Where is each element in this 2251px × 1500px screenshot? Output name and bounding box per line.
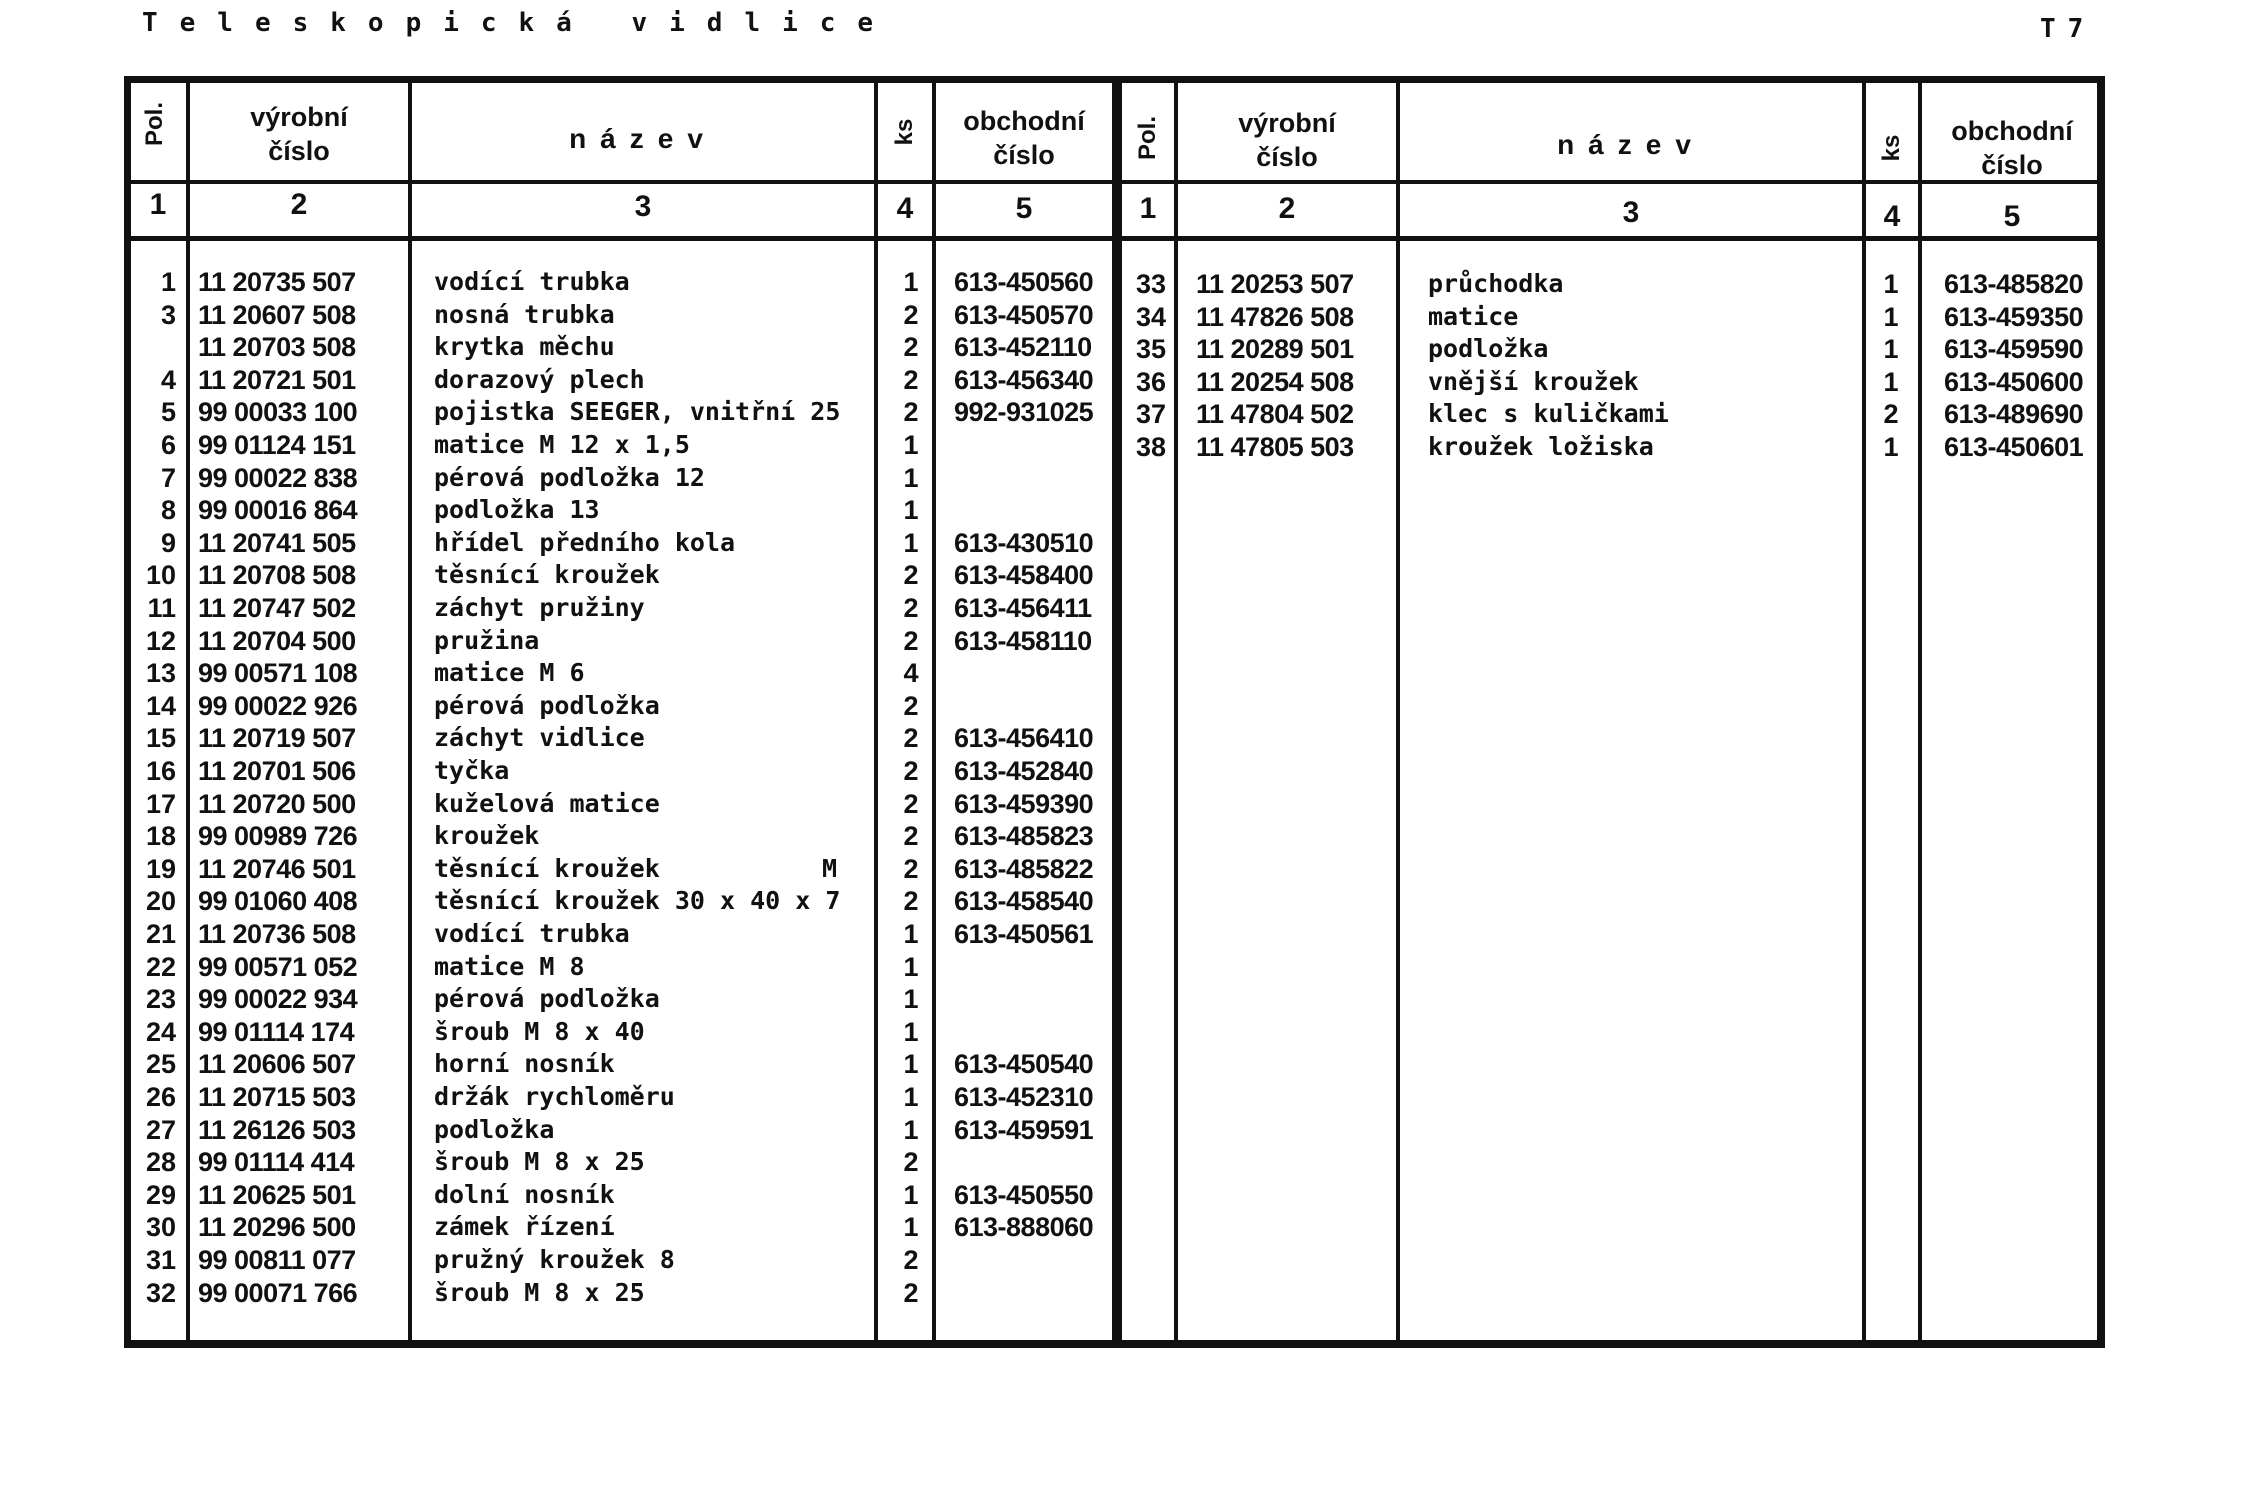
item-name: držák rychloměru <box>434 1082 675 1111</box>
item-part-number: 11 20606 507 <box>198 1049 356 1080</box>
item-name: dolní nosník <box>434 1179 615 1209</box>
item-position: 35 <box>1135 334 1166 365</box>
item-trade-number: 613-450601 <box>1944 432 2084 462</box>
item-name: kuželová matice <box>434 788 660 818</box>
item-position: 11 <box>147 593 176 623</box>
header-part-no-line1: výrobní <box>250 102 348 132</box>
item-name: vodící trubka <box>434 267 630 296</box>
item-part-number: 11 20625 501 <box>198 1179 356 1210</box>
item-position: 25 <box>145 1049 176 1080</box>
item-note: M <box>822 853 838 883</box>
item-quantity: 2 <box>903 853 919 884</box>
item-name: kroužek ložiska <box>1428 432 1654 461</box>
item-trade-number: 613-456340 <box>954 364 1094 395</box>
item-quantity: 1 <box>903 430 919 460</box>
item-name: pružný kroužek 8 <box>434 1245 675 1274</box>
item-position: 18 <box>145 821 176 852</box>
item-quantity: 1 <box>903 1082 919 1112</box>
item-quantity: 1 <box>1883 366 1899 397</box>
item-part-number: 11 20715 503 <box>198 1082 356 1112</box>
item-quantity: 1 <box>903 919 919 949</box>
colnum-4-left: 4 <box>896 192 914 225</box>
divider <box>932 80 936 1348</box>
item-position: 33 <box>1135 269 1166 299</box>
item-position: 24 <box>145 1016 176 1047</box>
colnum-3-right: 3 <box>1622 196 1640 229</box>
header-part-no-right <box>1178 106 1396 174</box>
item-position: 13 <box>145 658 176 689</box>
item-quantity: 1 <box>1883 269 1899 299</box>
item-name: matice <box>1428 301 1519 331</box>
item-part-number: 11 20701 506 <box>198 756 356 786</box>
item-quantity: 1 <box>903 1212 919 1243</box>
item-trade-number: 613-888060 <box>954 1212 1094 1243</box>
item-part-number: 11 20289 501 <box>1196 334 1354 365</box>
item-name: pérová podložka <box>434 690 660 720</box>
item-name: matice M 12 x 1,5 <box>434 430 690 459</box>
item-part-number: 11 20747 502 <box>198 593 356 623</box>
item-name: těsnící kroužek <box>434 853 660 883</box>
item-quantity: 1 <box>903 1179 919 1210</box>
divider <box>186 80 190 1348</box>
item-position: 4 <box>160 364 176 395</box>
item-quantity: 2 <box>903 886 919 917</box>
item-position: 17 <box>145 788 176 819</box>
item-position: 36 <box>1135 366 1166 397</box>
item-part-number: 99 01114 174 <box>198 1016 355 1047</box>
item-quantity: 1 <box>903 951 919 982</box>
item-quantity: 2 <box>903 364 919 395</box>
item-trade-number: 613-456410 <box>954 723 1094 754</box>
center-divider <box>1112 80 1122 1348</box>
item-quantity: 2 <box>903 1147 919 1178</box>
colnum-2-right: 2 <box>1278 192 1296 225</box>
item-position: 16 <box>145 756 176 786</box>
item-trade-number: 613-450600 <box>1944 366 2084 397</box>
item-position: 32 <box>145 1277 176 1308</box>
divider <box>408 80 412 1348</box>
item-name: matice M 6 <box>434 658 585 688</box>
item-part-number: 11 20253 507 <box>1196 269 1354 299</box>
item-trade-number: 613-489690 <box>1944 399 2084 430</box>
item-trade-number: 613-430510 <box>954 527 1094 558</box>
item-part-number: 11 20746 501 <box>198 853 356 884</box>
item-name: horní nosník <box>434 1049 615 1079</box>
item-name: šroub M 8 x 40 <box>434 1016 645 1046</box>
colnum-3-left: 3 <box>634 190 652 223</box>
item-part-number: 99 00033 100 <box>198 397 358 428</box>
item-quantity: 1 <box>903 984 919 1015</box>
header-qty-left: ks <box>891 118 918 146</box>
item-part-number: 11 20708 508 <box>198 560 356 591</box>
item-quantity: 1 <box>903 462 919 493</box>
item-position: 7 <box>160 462 176 493</box>
item-part-number: 11 20736 508 <box>198 919 356 949</box>
header-trade-no-line1: obchodní <box>963 106 1085 136</box>
header-part-no-line2: číslo <box>268 136 330 166</box>
divider <box>1918 80 1922 1348</box>
item-position: 26 <box>145 1082 176 1112</box>
header-part-no-line1: výrobní <box>1238 108 1336 138</box>
item-position: 12 <box>145 625 176 656</box>
header-pos-left: Pol. <box>141 102 168 147</box>
item-quantity: 1 <box>903 1016 919 1047</box>
item-trade-number: 613-450550 <box>954 1179 1094 1210</box>
item-trade-number: 992-931025 <box>954 397 1094 428</box>
divider <box>1174 80 1178 1348</box>
item-trade-number: 613-485820 <box>1944 269 2084 299</box>
item-position: 29 <box>145 1179 176 1210</box>
item-trade-number: 613-450570 <box>954 299 1094 330</box>
item-part-number: 11 20735 507 <box>198 267 356 297</box>
divider <box>874 80 878 1348</box>
item-name: vnější kroužek <box>1428 366 1639 396</box>
item-part-number: 11 20703 508 <box>198 332 356 363</box>
item-part-number: 11 47804 502 <box>1196 399 1354 430</box>
item-part-number: 11 20296 500 <box>198 1212 356 1243</box>
item-name: těsnící kroužek <box>434 560 660 590</box>
item-name: pružina <box>434 625 540 655</box>
item-name: tyčka <box>434 756 510 785</box>
divider <box>1862 80 1866 1348</box>
item-name: pérová podložka 12 <box>434 462 705 492</box>
item-quantity: 1 <box>903 267 919 297</box>
item-quantity: 2 <box>903 593 919 623</box>
item-quantity: 2 <box>903 625 919 656</box>
header-rule <box>124 180 2105 184</box>
item-name: těsnící kroužek 30 x 40 x 7 <box>434 886 841 916</box>
item-part-number: 11 20721 501 <box>198 364 356 395</box>
item-part-number: 11 20719 507 <box>198 723 356 754</box>
item-position: 21 <box>145 919 176 949</box>
colnum-4-right: 4 <box>1883 200 1901 233</box>
item-quantity: 1 <box>903 1049 919 1080</box>
item-position: 3 <box>160 299 176 330</box>
item-part-number: 99 00811 077 <box>198 1245 356 1275</box>
item-name: pojistka SEEGER, vnitřní 25 <box>434 397 841 427</box>
colnum-5-right: 5 <box>2003 200 2021 233</box>
header-name-right: název <box>1557 129 1705 160</box>
item-name: záchyt vidlice <box>434 723 645 753</box>
item-part-number: 11 47805 503 <box>1196 432 1354 462</box>
item-name: záchyt pružiny <box>434 593 645 622</box>
item-trade-number: 613-458400 <box>954 560 1094 591</box>
divider <box>1396 80 1400 1348</box>
colnum-1-right: 1 <box>1139 192 1157 225</box>
item-quantity: 1 <box>1883 432 1899 462</box>
item-position: 1 <box>160 267 176 297</box>
item-part-number: 11 20741 505 <box>198 527 356 558</box>
item-part-number: 99 00571 052 <box>198 951 358 982</box>
item-name: matice M 8 <box>434 951 585 981</box>
item-position: 5 <box>160 397 176 428</box>
item-position: 23 <box>145 984 176 1015</box>
item-position: 20 <box>145 886 176 917</box>
item-quantity: 2 <box>903 560 919 591</box>
item-part-number: 99 00989 726 <box>198 821 358 852</box>
item-part-number: 99 00571 108 <box>198 658 358 689</box>
item-quantity: 2 <box>903 821 919 852</box>
item-name: dorazový plech <box>434 364 645 394</box>
item-name: šroub M 8 x 25 <box>434 1147 645 1177</box>
item-part-number: 11 20720 500 <box>198 788 356 819</box>
item-position: 9 <box>160 527 176 558</box>
colnum-5-left: 5 <box>1015 192 1033 225</box>
item-part-number: 99 01124 151 <box>198 430 356 460</box>
item-trade-number: 613-459350 <box>1944 301 2084 332</box>
item-position: 28 <box>145 1147 176 1178</box>
item-trade-number: 613-452110 <box>954 332 1092 363</box>
item-position: 34 <box>1135 301 1166 332</box>
item-part-number: 11 20704 500 <box>198 625 356 656</box>
item-position: 37 <box>1135 399 1166 430</box>
item-part-number: 11 26126 503 <box>198 1114 356 1145</box>
item-position: 6 <box>160 430 176 460</box>
item-position: 10 <box>145 560 176 591</box>
item-trade-number: 613-485822 <box>954 853 1094 884</box>
item-quantity: 1 <box>903 527 919 558</box>
header-trade-no-left <box>936 104 1112 172</box>
item-position: 22 <box>145 951 176 982</box>
item-position: 27 <box>145 1114 176 1145</box>
item-position: 30 <box>145 1212 176 1243</box>
header-part-no-left <box>190 100 408 168</box>
item-name: nosná trubka <box>434 299 615 329</box>
item-position: 19 <box>145 853 176 884</box>
item-quantity: 2 <box>903 299 919 330</box>
item-quantity: 2 <box>1883 399 1899 430</box>
page-number: T7 <box>2040 14 2096 44</box>
item-trade-number: 613-452840 <box>954 756 1094 786</box>
header-pos-right: Pol. <box>1134 116 1161 161</box>
item-name: podložka 13 <box>434 495 600 525</box>
item-quantity: 2 <box>903 397 919 428</box>
item-quantity: 1 <box>1883 301 1899 332</box>
colnum-1-left: 1 <box>149 188 167 221</box>
item-quantity: 2 <box>903 1245 919 1275</box>
item-quantity: 2 <box>903 1277 919 1308</box>
item-position: 14 <box>145 690 176 721</box>
item-part-number: 99 00071 766 <box>198 1277 358 1308</box>
item-quantity: 2 <box>903 756 919 786</box>
item-name: vodící trubka <box>434 919 630 948</box>
item-part-number: 99 00022 934 <box>198 984 358 1015</box>
item-part-number: 11 20254 508 <box>1196 366 1354 397</box>
item-quantity: 1 <box>903 1114 919 1145</box>
header-name-left: název <box>569 123 717 154</box>
item-part-number: 11 47826 508 <box>1196 301 1354 332</box>
item-position: 15 <box>145 723 176 754</box>
item-trade-number: 613-459590 <box>1944 334 2084 365</box>
item-name: kroužek <box>434 821 540 851</box>
item-quantity: 2 <box>903 788 919 819</box>
header-qty-right: ks <box>1878 134 1905 162</box>
item-name: průchodka <box>1428 269 1564 298</box>
item-trade-number: 613-459390 <box>954 788 1094 819</box>
item-position: 8 <box>160 495 176 526</box>
item-part-number: 99 01060 408 <box>198 886 358 917</box>
item-trade-number: 613-459591 <box>954 1114 1094 1145</box>
item-name: krytka měchu <box>434 332 615 362</box>
item-name: hřídel předního kola <box>434 527 736 557</box>
item-trade-number: 613-458540 <box>954 886 1094 917</box>
item-part-number: 11 20607 508 <box>198 299 356 330</box>
header-part-no-line2: číslo <box>1256 142 1318 172</box>
item-trade-number: 613-458110 <box>954 625 1092 656</box>
header-trade-no-line2: číslo <box>993 140 1055 170</box>
item-name: podložka <box>434 1114 555 1144</box>
item-position: 31 <box>145 1245 176 1275</box>
item-part-number: 99 00016 864 <box>198 495 358 526</box>
page-title: Teleskopická vidlice <box>142 8 896 38</box>
item-name: zámek řízení <box>434 1212 615 1242</box>
item-trade-number: 613-450540 <box>954 1049 1094 1080</box>
item-trade-number: 613-456411 <box>954 593 1092 623</box>
item-trade-number: 613-450560 <box>954 267 1094 297</box>
item-name: pérová podložka <box>434 984 660 1014</box>
item-quantity: 1 <box>1883 334 1899 365</box>
header-rule <box>124 236 2105 241</box>
item-quantity: 2 <box>903 332 919 363</box>
header-trade-no-right <box>1922 114 2102 182</box>
item-name: podložka <box>1428 334 1549 364</box>
item-quantity: 2 <box>903 690 919 721</box>
item-quantity: 2 <box>903 723 919 754</box>
item-part-number: 99 00022 838 <box>198 462 358 493</box>
item-name: šroub M 8 x 25 <box>434 1277 645 1307</box>
header-trade-no-line1: obchodní <box>1951 116 2073 146</box>
item-quantity: 4 <box>903 658 919 689</box>
item-quantity: 1 <box>903 495 919 526</box>
item-name: klec s kuličkami <box>1428 399 1669 429</box>
item-trade-number: 613-485823 <box>954 821 1094 852</box>
item-trade-number: 613-452310 <box>954 1082 1094 1112</box>
item-part-number: 99 00022 926 <box>198 690 358 721</box>
item-position: 38 <box>1135 432 1166 462</box>
colnum-2-left: 2 <box>290 188 308 221</box>
item-part-number: 99 01114 414 <box>198 1147 355 1178</box>
item-trade-number: 613-450561 <box>954 919 1094 949</box>
header-trade-no-line2: číslo <box>1981 150 2043 180</box>
